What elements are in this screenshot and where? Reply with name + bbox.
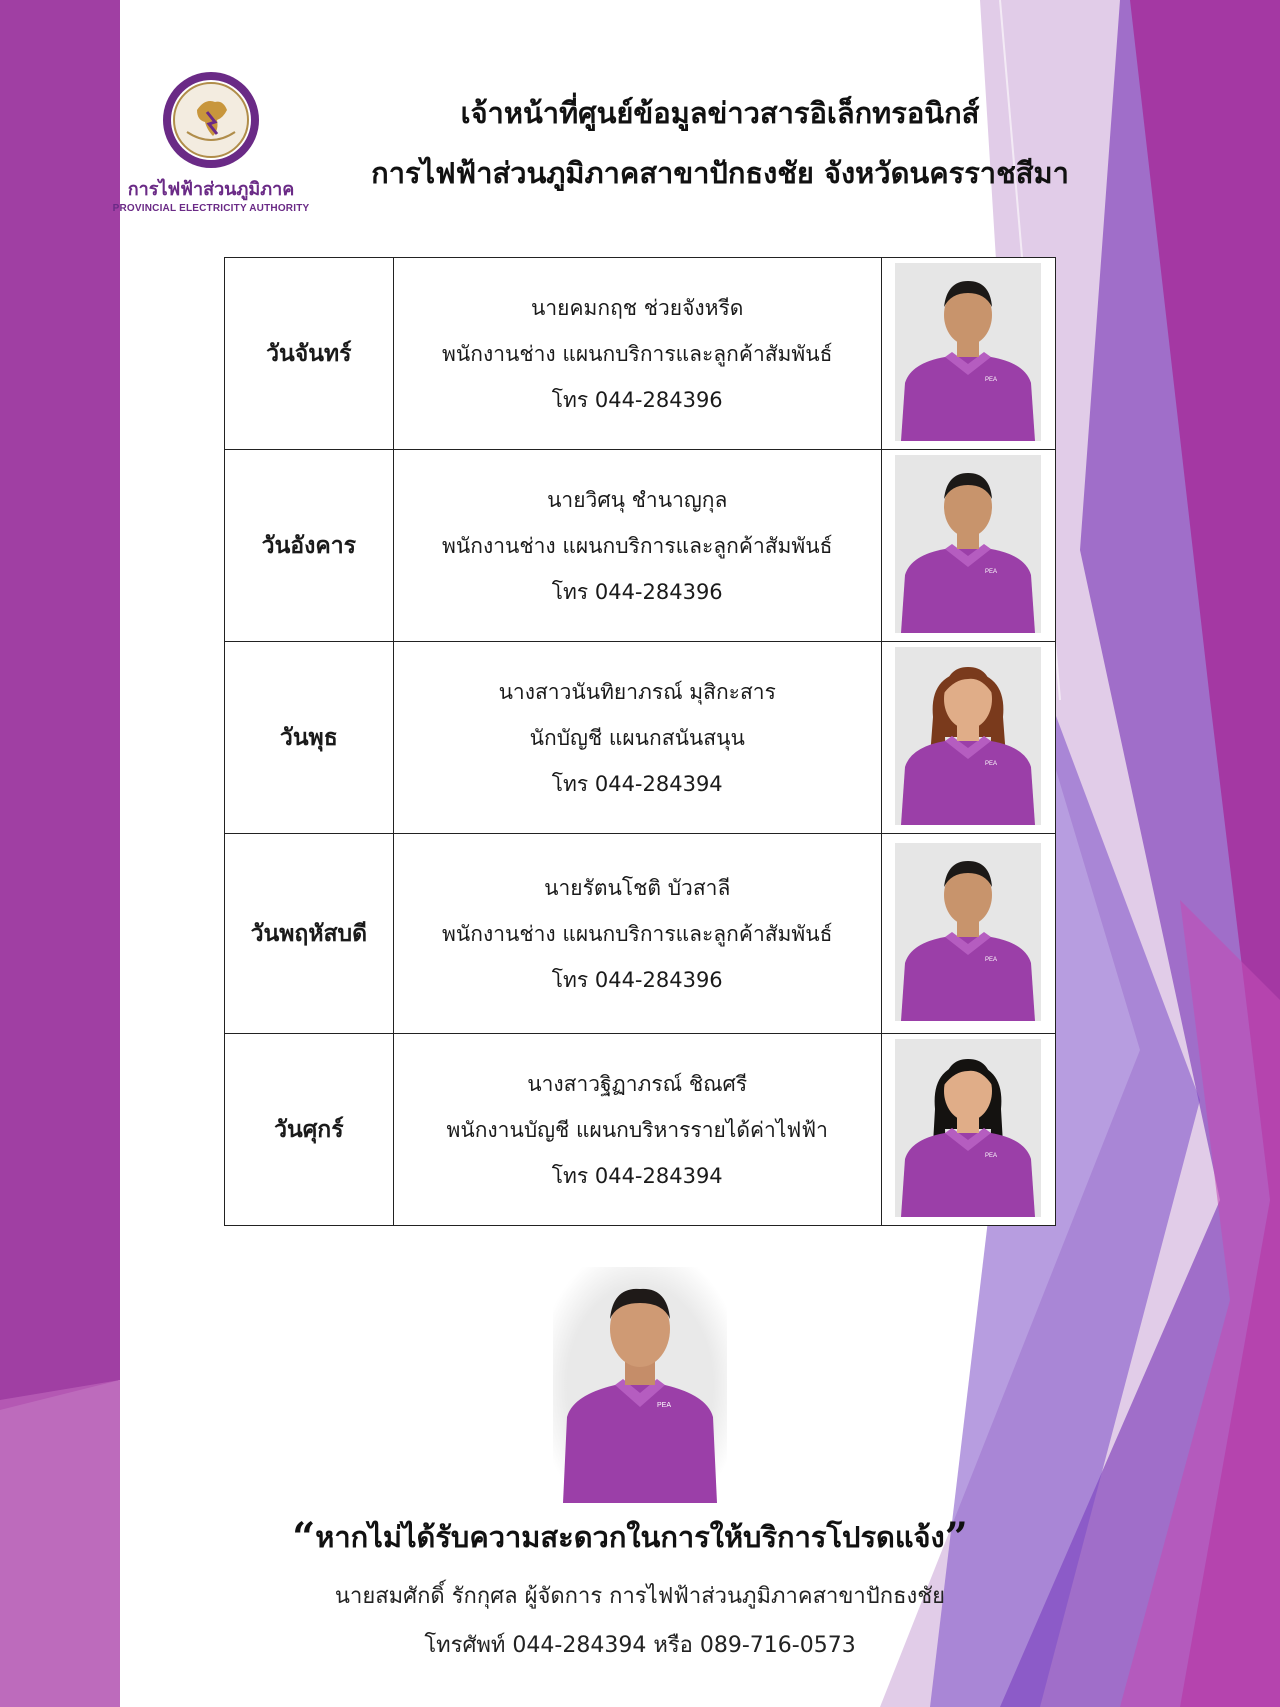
schedule-row [225,1034,1056,1226]
staff-position: พนักงานช่าง แผนกบริการและลูกค้าสัมพันธ์ [442,921,833,946]
staff-phone: โทร 044-284396 [551,387,723,412]
staff-name: นายวิศนุ ชำนาญกุล [547,487,728,512]
staff-phone: โทร 044-284394 [551,1163,723,1188]
staff-phone: โทร 044-284394 [551,771,723,796]
staff-name: นายคมกฤช ช่วยจังหรีด [531,295,744,320]
staff-photo-cell [881,642,1055,834]
staff-portrait-icon [895,455,1041,633]
staff-info-cell [393,642,881,834]
staff-photo-cell [881,1034,1055,1226]
logo-name-en: PROVINCIAL ELECTRICITY AUTHORITY [112,203,310,214]
shirt-logo-text: PEA [985,760,998,767]
staff-phone: โทร 044-284396 [551,579,723,604]
staff-portrait-icon [895,843,1041,1021]
staff-portrait-icon [895,647,1041,825]
manager-name: นายสมศักดิ์ รักกุศล ผู้จัดการ การไฟฟ้าส่วนภูมิภาคสาขาปักธงชัย [334,1584,946,1609]
schedule-row [225,258,1056,450]
staff-portrait-icon [895,263,1041,441]
pea-seal-icon [157,70,265,170]
schedule-table [224,257,1056,1226]
staff-position: พนักงานบัญชี แผนกบริหารรายได้ค่าไฟฟ้า [446,1117,828,1142]
schedule-row [225,450,1056,642]
staff-position: พนักงานช่าง แผนกบริการและลูกค้าสัมพันธ์ [442,341,833,366]
manager-portrait-icon [553,1267,727,1503]
manager-shirt-logo: PEA [657,1402,672,1409]
left-light-band [0,1380,120,1707]
close-quote-mark: ” [944,1514,968,1561]
staff-name: นายรัตนโชติ บัวสาลี [544,875,731,900]
schedule-row [225,642,1056,834]
staff-photo-cell [881,258,1055,450]
left-purple-band [0,0,120,1410]
shirt-logo-text: PEA [985,568,998,575]
page-subtitle: การไฟฟ้าส่วนภูมิภาคสาขาปักธงชัย จังหวัดนครราชสีมา [371,156,1069,190]
day-cell: วันพฤหัสบดี [225,834,394,1034]
pea-logo [112,70,310,220]
quote-text: หากไม่ได้รับความสะดวกในการให้บริการโปรดแจ้ง [315,1520,945,1554]
staff-position: นักบัญชี แผนกสนันสนุน [529,725,745,750]
staff-name: นางสาวนันทิยาภรณ์ มุสิกะสาร [498,679,776,704]
logo-name-th: การไฟฟ้าส่วนภูมิภาค [127,179,295,200]
staff-name: นางสาวฐิฏาภรณ์ ชิณศรี [527,1071,748,1096]
staff-info-cell [393,834,881,1034]
staff-photo-cell [881,834,1055,1034]
staff-phone: โทร 044-284396 [551,967,723,992]
day-cell: วันพุธ [225,642,394,834]
staff-info-cell [393,258,881,450]
page-title: เจ้าหน้าที่ศูนย์ข้อมูลข่าวสารอิเล็กทรอนิกส์ [460,96,980,130]
day-cell: วันศุกร์ [225,1034,394,1226]
staff-portrait-icon [895,1039,1041,1217]
day-cell: วันอังคาร [225,450,394,642]
schedule-row [225,834,1056,1034]
service-quote [230,1514,1030,1561]
manager-phone: โทรศัพท์ 044-284394 หรือ 089-716-0573 [424,1633,856,1658]
staff-position: พนักงานช่าง แผนกบริการและลูกค้าสัมพันธ์ [442,533,833,558]
staff-photo-cell [881,450,1055,642]
shirt-logo-text: PEA [985,376,998,383]
staff-info-cell [393,450,881,642]
shirt-logo-text: PEA [985,1152,998,1159]
staff-info-cell [393,1034,881,1226]
manager-photo [553,1267,727,1503]
open-quote-mark: “ [292,1514,316,1561]
day-cell: วันจันทร์ [225,258,394,450]
shirt-logo-text: PEA [985,956,998,963]
